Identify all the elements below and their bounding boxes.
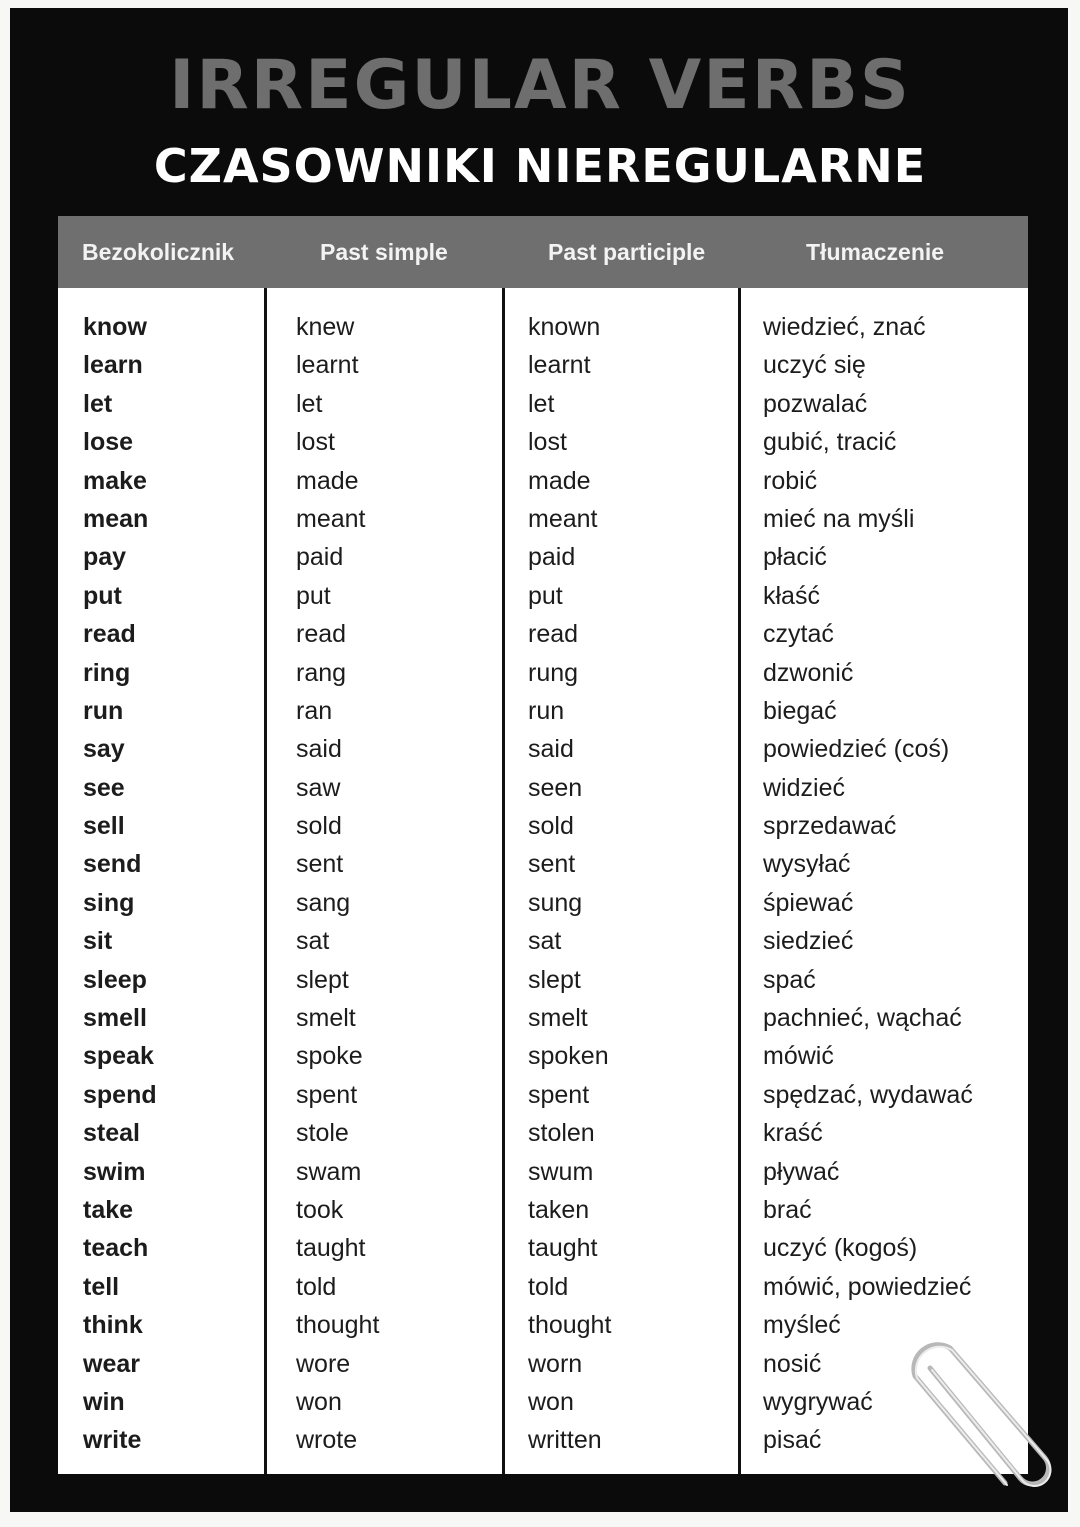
table-cell: pisać — [763, 1426, 822, 1455]
table-cell: taken — [528, 1195, 590, 1224]
table-cell: spoken — [528, 1042, 609, 1071]
table-cell: worn — [528, 1349, 583, 1378]
table-cell: mówić — [763, 1042, 834, 1071]
table-cell: put — [83, 581, 122, 610]
table-cell: see — [83, 773, 125, 802]
table-cell: powiedzieć (coś) — [763, 735, 950, 764]
translation-column — [763, 308, 973, 1460]
table-cell: uczyć się — [763, 351, 866, 380]
table-cell: wear — [83, 1349, 140, 1378]
table-cell: sold — [528, 812, 574, 841]
table-cell: seen — [528, 773, 583, 802]
table-cell: lost — [528, 428, 567, 457]
table-cell: sung — [528, 888, 583, 917]
table-cell: make — [83, 466, 147, 495]
table-cell: pływać — [763, 1157, 840, 1186]
table-cell: mieć na myśli — [763, 504, 915, 533]
table-cell: spent — [296, 1080, 358, 1109]
table-cell: gubić, tracić — [763, 428, 897, 457]
table-cell: knew — [296, 313, 355, 341]
column-divider — [264, 288, 267, 1474]
table-cell: sat — [528, 927, 562, 956]
table-cell: slept — [296, 965, 349, 994]
table-cell: płacić — [763, 543, 827, 572]
table-cell: stolen — [528, 1119, 595, 1148]
table-cell: made — [528, 466, 591, 495]
column-header-past-participle: Past participle — [548, 239, 706, 265]
table-cell: read — [83, 620, 136, 649]
table-cell: told — [296, 1272, 337, 1301]
table-cell: robić — [763, 466, 818, 495]
table-cell: swim — [83, 1157, 146, 1186]
table-cell: wore — [296, 1349, 351, 1378]
table-cell: pozwalać — [763, 389, 868, 418]
table-cell: stole — [296, 1119, 349, 1148]
past-participle-column — [528, 308, 611, 1460]
table-cell: steal — [83, 1119, 140, 1148]
column-header-translation: Tłumaczenie — [806, 239, 945, 265]
table-cell: ring — [83, 658, 131, 687]
table-cell: sing — [83, 888, 135, 917]
title-english: IRREGULAR VERBS — [169, 46, 911, 125]
table-cell: read — [296, 620, 347, 649]
table-cell: pay — [83, 543, 127, 572]
table-cell: uczyć (kogoś) — [763, 1234, 918, 1263]
table-cell: mean — [83, 504, 149, 533]
table-cell: lose — [83, 428, 134, 457]
table-cell: biegać — [763, 696, 837, 725]
table-cell: written — [528, 1426, 602, 1455]
table-cell: let — [83, 389, 113, 418]
table-cell: send — [83, 850, 142, 879]
table-cell: meant — [296, 504, 366, 533]
table-cell: spoke — [296, 1042, 363, 1071]
column-divider — [738, 288, 741, 1474]
table-cell: wysyłać — [763, 850, 851, 879]
table-cell: siedzieć — [763, 927, 854, 956]
column-header-past-simple: Past simple — [320, 239, 448, 265]
table-cell: lost — [296, 428, 335, 457]
table-cell: brać — [763, 1195, 812, 1224]
column-header-infinitive: Bezokolicznik — [82, 239, 235, 265]
table-cell: tell — [83, 1272, 120, 1301]
past-simple-column — [296, 308, 379, 1460]
table-cell: czytać — [763, 620, 834, 649]
table-cell: kłaść — [763, 581, 820, 610]
table-cell: took — [296, 1195, 344, 1224]
table-cell: pachnieć, wąchać — [763, 1004, 962, 1033]
table-cell: swum — [528, 1157, 594, 1186]
table-cell: dzwonić — [763, 658, 854, 687]
table-cell: won — [528, 1387, 574, 1416]
table-cell: nosić — [763, 1349, 822, 1378]
table-cell: learn — [83, 351, 143, 380]
table-cell: think — [83, 1311, 143, 1340]
infinitive-column — [83, 308, 157, 1460]
table-cell: made — [296, 466, 359, 495]
table-cell: said — [528, 735, 574, 764]
table-cell: sent — [296, 850, 344, 879]
table-cell: speak — [83, 1042, 154, 1071]
table-cell: rung — [528, 658, 579, 687]
table-cell: myśleć — [763, 1311, 841, 1340]
table-cell: write — [83, 1426, 142, 1455]
table-cell: known — [528, 313, 601, 341]
table-cell: smelt — [528, 1004, 588, 1033]
table-cell: win — [83, 1387, 125, 1416]
table-cell: widzieć — [763, 773, 845, 802]
table-cell: know — [83, 313, 147, 341]
table-cell: spent — [528, 1080, 590, 1109]
table-cell: learnt — [528, 351, 591, 380]
table-cell: sat — [296, 927, 330, 956]
table-cell: sprzedawać — [763, 812, 897, 841]
paperclip-icon — [910, 1328, 1060, 1498]
table-cell: spend — [83, 1080, 157, 1109]
table-cell: sent — [528, 850, 576, 879]
table-cell: smelt — [296, 1004, 356, 1033]
table-cell: put — [528, 581, 563, 610]
table-cell: mówić, powiedzieć — [763, 1272, 972, 1301]
table-cell: won — [296, 1387, 342, 1416]
table-cell: rang — [296, 658, 347, 687]
table-cell: put — [296, 581, 331, 610]
table-cell: sell — [83, 812, 125, 841]
table-cell: learnt — [296, 351, 359, 380]
table-cell: taught — [528, 1234, 598, 1263]
table-cell: kraść — [763, 1119, 823, 1148]
table-cell: thought — [528, 1311, 612, 1340]
table-cell: let — [528, 389, 555, 418]
table-cell: paid — [528, 543, 576, 572]
table-cell: read — [528, 620, 579, 649]
table-cell: spędzać, wydawać — [763, 1080, 973, 1109]
table-cell: wiedzieć, znać — [763, 313, 926, 341]
table-cell: let — [296, 389, 323, 418]
table-cell: sleep — [83, 965, 147, 994]
table-cell: taught — [296, 1234, 366, 1263]
table-cell: thought — [296, 1311, 380, 1340]
table-cell: told — [528, 1272, 569, 1301]
table-cell: spać — [763, 965, 816, 994]
table-cell: sold — [296, 812, 342, 841]
table-cell: sit — [83, 927, 113, 956]
table-cell: run — [528, 696, 565, 725]
table-header — [58, 216, 1028, 288]
column-divider — [502, 288, 505, 1474]
table-cell: sang — [296, 888, 351, 917]
table-cell: smell — [83, 1004, 147, 1033]
verbs-table — [58, 216, 1028, 1474]
table-cell: take — [83, 1195, 134, 1224]
table-cell: paid — [296, 543, 344, 572]
table-cell: slept — [528, 965, 581, 994]
table-cell: said — [296, 735, 342, 764]
table-cell: śpiewać — [763, 888, 854, 917]
table-cell: teach — [83, 1234, 149, 1263]
table-cell: swam — [296, 1157, 362, 1186]
table-cell: wrote — [296, 1426, 358, 1455]
table-cell: run — [83, 696, 124, 725]
table-cell: ran — [296, 696, 333, 725]
table-cell: say — [83, 735, 125, 764]
table-cell: wygrywać — [763, 1387, 873, 1416]
table-cell: saw — [296, 773, 341, 802]
title-polish: CZASOWNIKI NIEREGULARNE — [153, 139, 927, 193]
table-cell: meant — [528, 504, 598, 533]
